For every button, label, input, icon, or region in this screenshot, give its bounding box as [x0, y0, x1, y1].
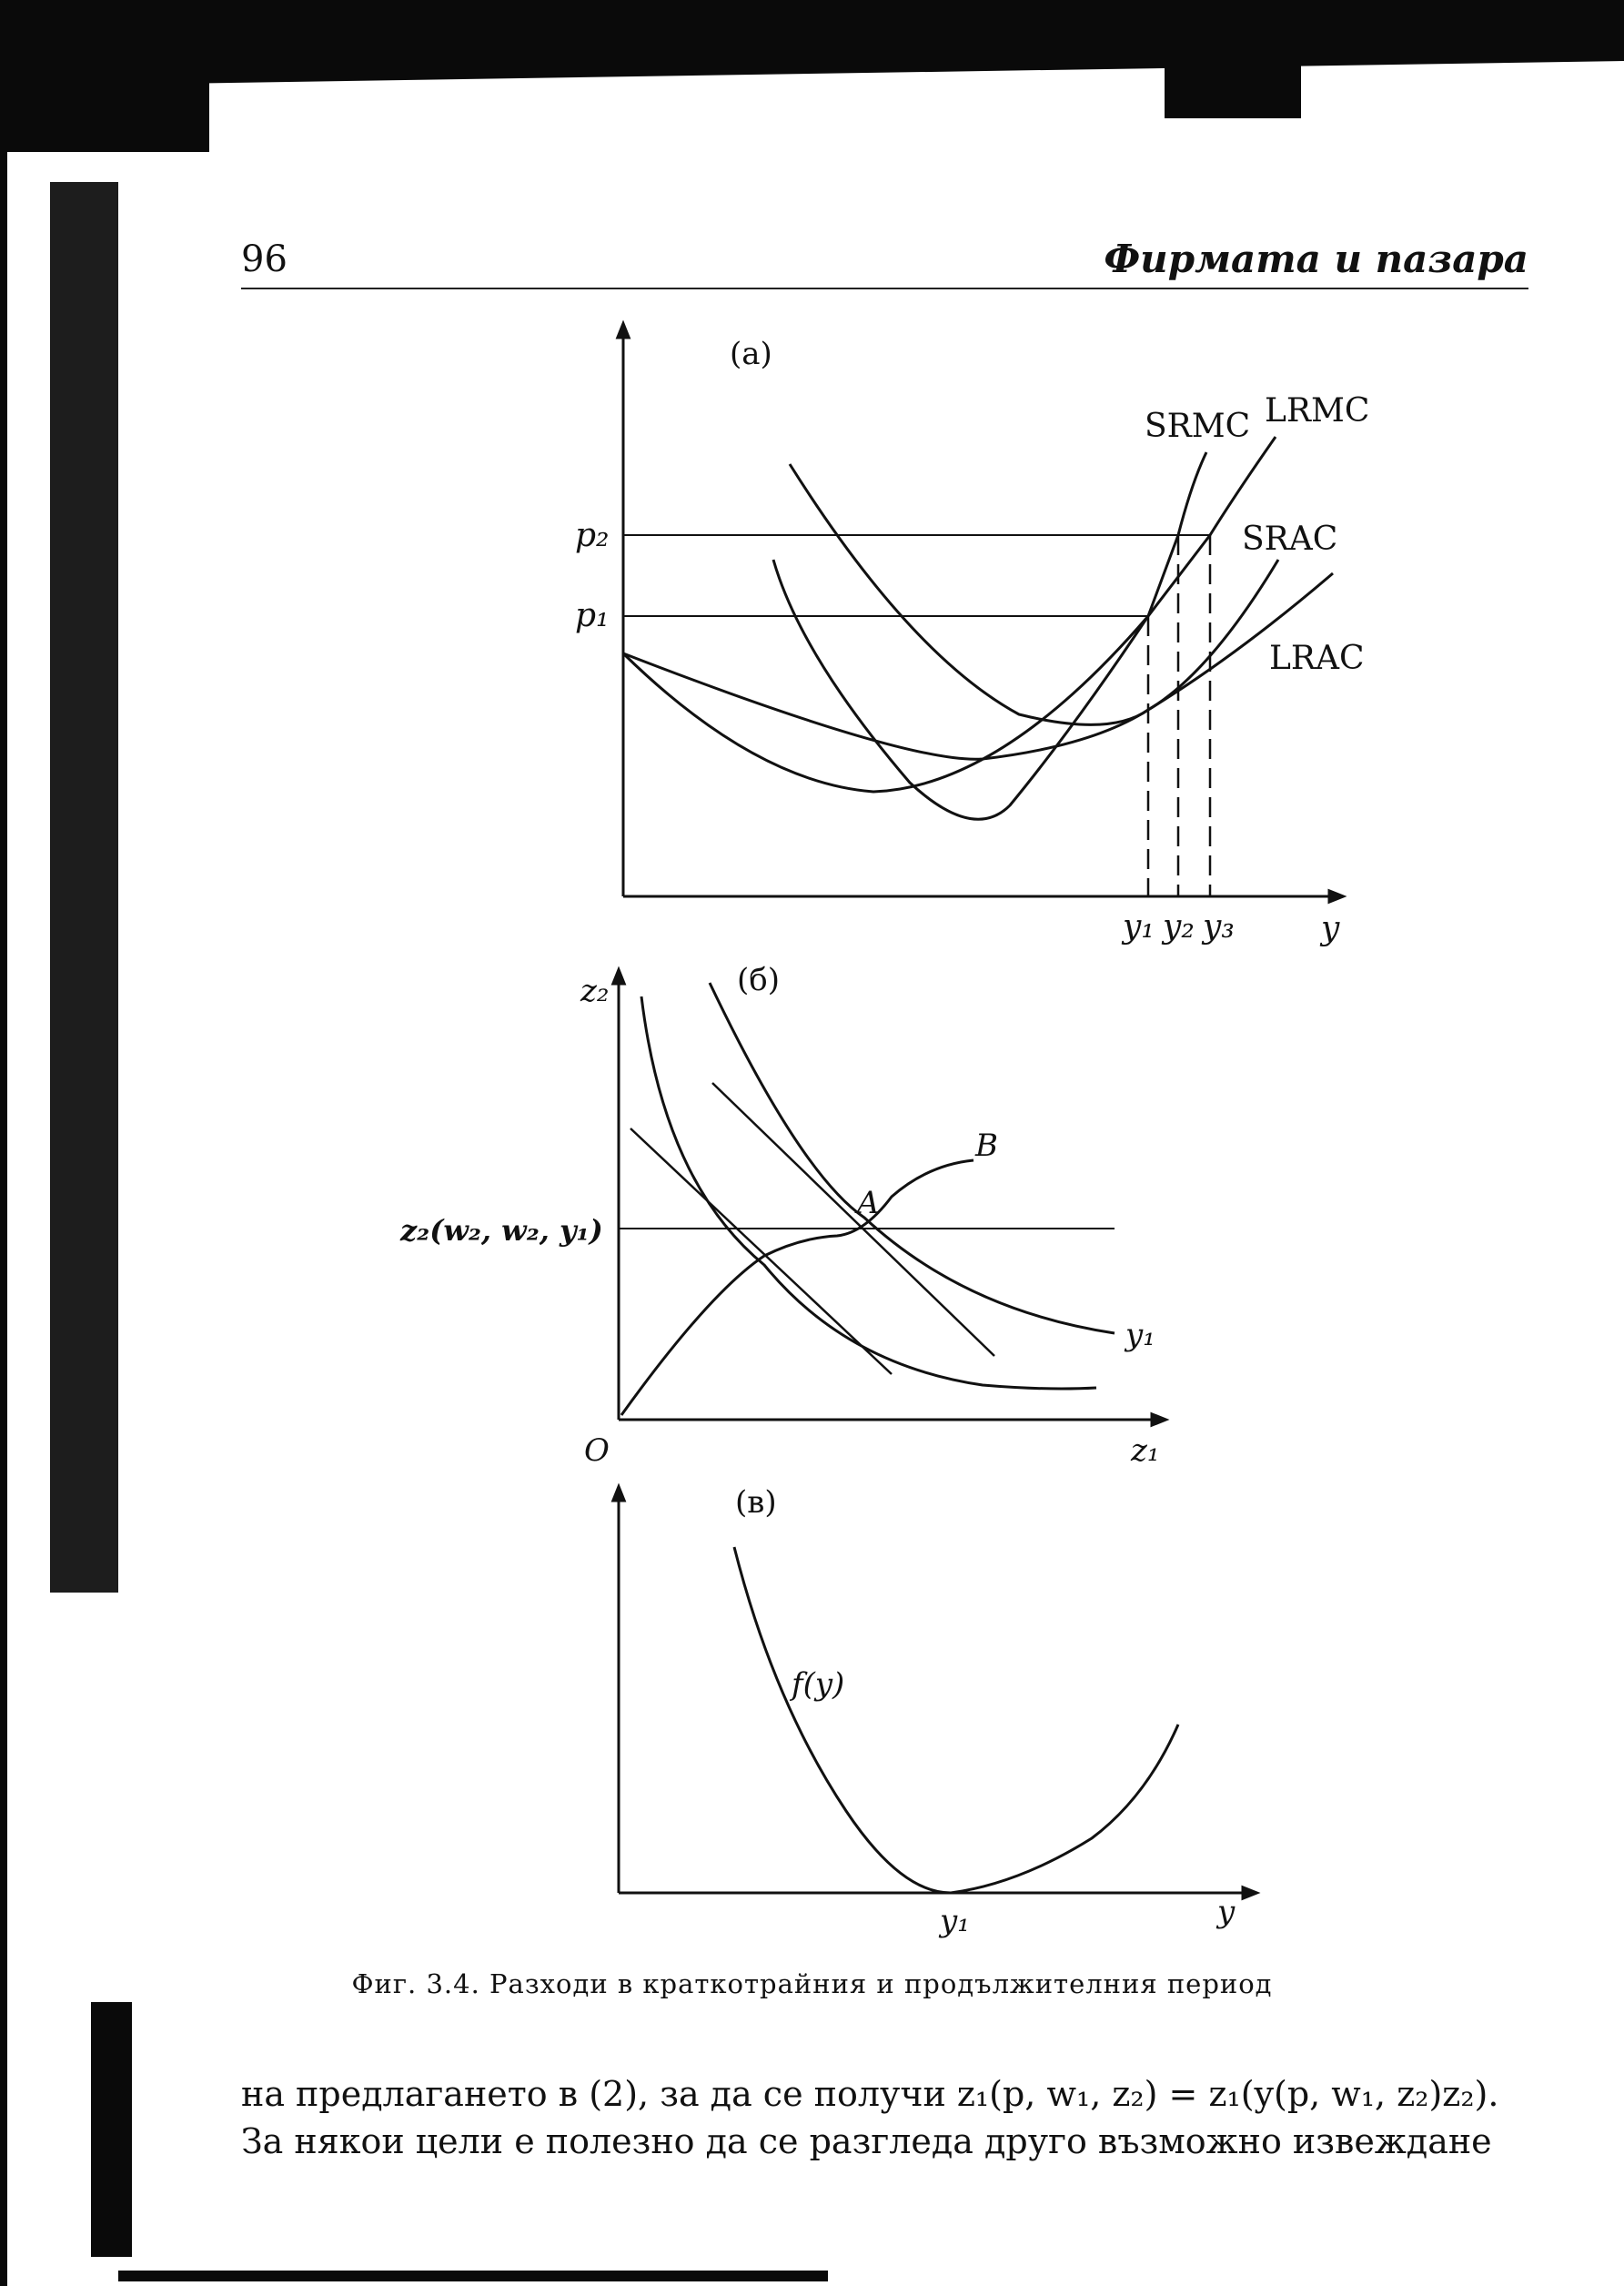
point-b-label: B	[975, 1128, 998, 1164]
srmc-label: SRMC	[1145, 408, 1251, 445]
point-a-label: A	[857, 1185, 880, 1221]
scan-border-left-band	[50, 182, 118, 1593]
panel-a-x-axis-label: y	[1321, 910, 1340, 947]
scan-border-left-lower	[91, 2002, 132, 2257]
p1-tick-label: p₁	[575, 597, 610, 634]
srac-label: SRAC	[1242, 521, 1338, 558]
scan-border-top-wedge	[0, 50, 1624, 86]
panel-c-labels	[735, 1484, 1236, 1939]
panel-c-x-axis-label: y	[1217, 1894, 1236, 1930]
isoquant-y1	[710, 983, 1115, 1333]
panel-c	[619, 1492, 1251, 1893]
figure-caption: Фиг. 3.4. Разходи в краткотрайния и продължителния период	[351, 1968, 1273, 1999]
panel-b-x-axis-label: z₁	[1131, 1432, 1160, 1469]
isocost-line-upper	[712, 1083, 994, 1356]
page-number: 96	[241, 238, 287, 280]
running-title: Фирмата и пазара	[1104, 237, 1528, 281]
z2-level-label: z₂(w₂, w₂, y₁)	[400, 1213, 603, 1248]
isoquant-y1-label: y₁	[1125, 1317, 1155, 1353]
scan-border-bottom	[118, 2271, 828, 2281]
lrmc-label: LRMC	[1265, 392, 1370, 430]
isocost-line-lower	[630, 1128, 892, 1374]
panel-a-labels	[575, 336, 1369, 947]
scan-border-top-left	[0, 56, 209, 152]
scan-border-left-thin	[0, 86, 7, 2286]
p2-tick-label: p₂	[575, 517, 610, 554]
lrac-label: LRAC	[1269, 640, 1365, 677]
panel-a-label: (а)	[730, 336, 772, 372]
expansion-path-OB	[621, 1160, 973, 1415]
y1-tick-label: y₁	[1123, 908, 1155, 946]
lrac-curve	[623, 573, 1333, 759]
y2-tick-label: y₂	[1163, 908, 1195, 946]
panel-c-y1-tick-label: y₁	[940, 1903, 970, 1939]
header-rule	[241, 288, 1528, 289]
y3-tick-label: y₃	[1203, 908, 1235, 946]
figure-3-4	[346, 309, 1401, 1957]
panel-b-y-axis-label: z₂	[580, 973, 610, 1009]
origin-label: O	[584, 1432, 610, 1469]
scan-border-top	[0, 0, 1624, 56]
body-text-line-1: на предлагането в (2), за да се получи z₁(p, w₁, z₂) = z₁(y(p, w₁, z₂)z₂).	[241, 2074, 1499, 2114]
scan-block-top-right	[1165, 55, 1301, 118]
panel-b-label: (б)	[737, 962, 780, 998]
panel-c-label: (в)	[735, 1484, 777, 1521]
f-y-curve	[734, 1547, 1178, 1893]
panel-b-labels	[399, 962, 1160, 1469]
panel-b	[619, 976, 1160, 1420]
body-text-line-2: За някои цели е полезно да се разгледа друго възможно извеждане	[241, 2121, 1492, 2161]
f-y-label: f(y)	[792, 1666, 845, 1703]
lrmc-curve	[623, 437, 1276, 792]
srmc-curve	[773, 452, 1206, 819]
srac-curve	[790, 464, 1278, 724]
